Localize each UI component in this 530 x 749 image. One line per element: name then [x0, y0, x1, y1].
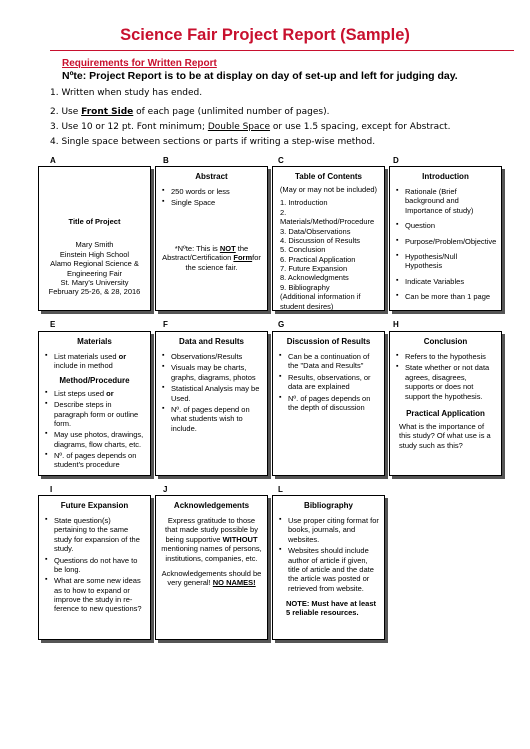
list-item: (Additional information if student desires): [280, 292, 361, 311]
title-divider: [50, 50, 514, 51]
practical-application-heading: Practical Application: [406, 408, 485, 418]
list-item: ▪ Use proper citing format for books, journals, and websites.: [288, 516, 379, 544]
note-text-2: the Abstract/Certification: [162, 243, 249, 263]
list-item: ▪ Can be a continuation of the "Data and Results": [288, 352, 379, 371]
item-emphasis: or: [118, 352, 127, 361]
list-item: ▪ May use photos, drawings, diagrams, flow charts, etc.: [54, 430, 145, 449]
requirement-3: [50, 122, 450, 132]
list-item: ▪ Indicate Variables: [405, 277, 496, 286]
box-bibliography: [272, 495, 385, 640]
box-table-of-contents: [272, 166, 385, 311]
display-note: Nºte: Project Report is to be at display on day of set-up and left for judging day.: [62, 70, 458, 82]
list-item: ▪ What are some new ideas as to how to expand or improve the study in re-ference to new questions?: [54, 576, 145, 614]
method-list: [44, 389, 145, 470]
label-i: I: [50, 485, 53, 494]
list-item: ▪ Question: [405, 221, 496, 230]
box-discussion: [272, 331, 385, 476]
note-text: *Nºte: This is: [174, 243, 220, 253]
requirement-4: 4. Single space between sections or parts if writing a step-wise method.: [50, 137, 376, 147]
list-item: ▪ Statistical Analysis may be Used.: [171, 384, 262, 403]
item-text-end: include in method: [54, 361, 113, 371]
requirements-heading: Requirements for Written Report: [62, 58, 217, 69]
list-item: ▪ State whether or not data agrees, disagrees, supports or does not support the hypothesis.: [405, 363, 496, 401]
list-item: ▪ Nº. of pages depends on student's procedure: [54, 451, 145, 470]
fair-name-1: Alamo Regional Science &: [50, 259, 139, 269]
list-item: ▪ Websites should include author of article if given, title of article and the date the article was posted or retrieved from website.: [288, 546, 379, 593]
abstract-note: [161, 244, 262, 272]
list-item: ▪ Single Space: [171, 198, 262, 207]
label-g: G: [278, 320, 285, 329]
list-item: ▪ Nº. of pages depends on the depth of discussion: [288, 394, 379, 413]
list-item: ▪ Rationale (Brief background and Importance of study): [405, 187, 496, 215]
acknowledgements-text: [161, 516, 262, 563]
list-item: ▪ Nº. of pages depend on what students wish to include.: [171, 405, 262, 433]
box-c-heading: Table of Contents: [295, 172, 362, 181]
fair-name-2: Engineering Fair: [66, 268, 123, 278]
label-b: B: [163, 156, 169, 165]
introduction-list: [395, 187, 496, 301]
university-name: St. Mary's University: [60, 277, 129, 287]
list-item: ▪ Can be more than 1 page: [405, 292, 496, 301]
label-e: E: [50, 320, 56, 329]
box-abstract: [155, 166, 268, 311]
conclusion-list: [395, 352, 496, 401]
box-d-heading: Introduction: [422, 172, 469, 181]
box-future-expansion: [38, 495, 151, 640]
list-item: ▪ State question(s) pertaining to the same study for expansion of the study.: [54, 516, 145, 554]
ack-text: Express gratitude to those that made study possible by being supportive: [165, 516, 258, 544]
materials-list: [44, 352, 145, 371]
school-name: Einstein High School: [59, 249, 130, 259]
list-item: ▪ Visuals may be charts, graphs, diagrams, photos: [171, 363, 262, 382]
toc-list: [278, 198, 379, 311]
item-text: List materials used: [54, 352, 119, 361]
bibliography-list: [278, 516, 379, 593]
list-item: 6. Practical Application: [280, 254, 356, 264]
future-expansion-list: [44, 516, 145, 614]
note-text-3: for the science fair.: [185, 253, 261, 272]
box-g-heading: Discussion of Results: [286, 337, 371, 346]
box-l-heading: Bibliography: [304, 501, 353, 510]
ack-emphasis: WITHOUT: [222, 534, 258, 544]
box-f-heading: Data and Results: [179, 337, 244, 346]
label-h: H: [393, 320, 399, 329]
ack-warning-text: Acknowledgements should be very general!: [161, 568, 262, 588]
list-item: ▪ Purpose/Problem/Objective: [405, 237, 496, 246]
box-conclusion: [389, 331, 502, 476]
list-item: [54, 352, 145, 371]
note-emphasis: NOT: [219, 243, 236, 253]
discussion-list: [278, 352, 379, 412]
page-title: Science Fair Project Report (Sample): [120, 26, 410, 44]
req3-text-end: or use 1.5 spacing, except for Abstract.: [270, 122, 451, 132]
box-j-heading: Acknowledgements: [173, 501, 250, 510]
fair-dates: February 25-26, & 28, 2016: [48, 287, 141, 297]
list-item: 9. Bibliography: [280, 282, 330, 292]
box-data-results: [155, 331, 268, 476]
requirement-2: [50, 107, 329, 117]
req3-emphasis: Double Space: [207, 122, 271, 132]
label-c: C: [278, 156, 284, 165]
acknowledgements-warning: [161, 569, 262, 588]
list-item: 2. Materials/Method/Procedure: [280, 207, 375, 227]
requirement-1: 1. Written when study has ended.: [50, 88, 203, 98]
req2-text-end: of each page (unlimited number of pages).: [133, 107, 330, 117]
ack-text-end: mentioning names of persons, institutions, companies, etc.: [161, 544, 262, 563]
label-a: A: [50, 156, 56, 165]
data-results-list: [161, 352, 262, 433]
box-h-heading: Conclusion: [423, 337, 468, 346]
box-introduction: [389, 166, 502, 311]
bibliography-note: NOTE: Must have at least 5 reliable resources.: [286, 599, 377, 618]
label-l: L: [278, 485, 283, 494]
list-item: 7. Future Expansion: [280, 264, 348, 273]
list-item: ▪ Hypothesis/Null Hypothesis: [405, 252, 496, 271]
label-j: J: [163, 485, 168, 494]
ack-warning-emphasis: NO NAMES!: [212, 578, 256, 588]
method-heading: Method/Procedure: [59, 375, 130, 385]
box-acknowledgements: [155, 495, 268, 640]
practical-application-text: What is the importance of this study? Of what use is a study such as this?: [399, 421, 491, 450]
box-e-heading: Materials: [77, 337, 112, 346]
list-item: 4. Discussion of Results: [280, 235, 361, 245]
list-item: 8. Acknowledgments: [280, 273, 349, 283]
req3-text: 3. Use 10 or 12 pt. Font minimum;: [50, 122, 208, 132]
item-text: List steps used: [54, 388, 107, 398]
toc-subtitle: (May or may not be included): [279, 185, 378, 194]
box-i-heading: Future Expansion: [60, 501, 129, 510]
student-name: Mary Smith: [75, 240, 114, 250]
abstract-list: [161, 187, 262, 208]
item-emphasis: or: [106, 388, 114, 398]
list-item: ▪ Observations/Results: [171, 352, 262, 361]
list-item: ▪ Describe steps in paragraph form or outline form.: [54, 400, 145, 428]
req2-text: 2. Use: [50, 107, 82, 117]
box-b-heading: Abstract: [195, 172, 228, 181]
list-item: 5. Conclusion: [280, 245, 326, 255]
list-item: ▪ 250 words or less: [171, 187, 262, 196]
note-emphasis-2: Form: [233, 253, 253, 263]
list-item: ▪ Refers to the hypothesis: [405, 352, 496, 361]
box-materials-method: [38, 331, 151, 476]
req2-emphasis: Front Side: [81, 107, 134, 117]
list-item: 3. Data/Observations: [280, 226, 351, 236]
list-item: [54, 389, 145, 398]
box-title-of-project: [38, 166, 151, 311]
label-d: D: [393, 156, 399, 165]
list-item: 1. Introduction: [280, 198, 328, 208]
list-item: ▪ Results, observations, or data are explained: [288, 373, 379, 392]
list-item: ▪ Questions do not have to be long.: [54, 556, 145, 575]
box-a-heading: Title of Project: [68, 217, 121, 226]
label-f: F: [163, 320, 168, 329]
